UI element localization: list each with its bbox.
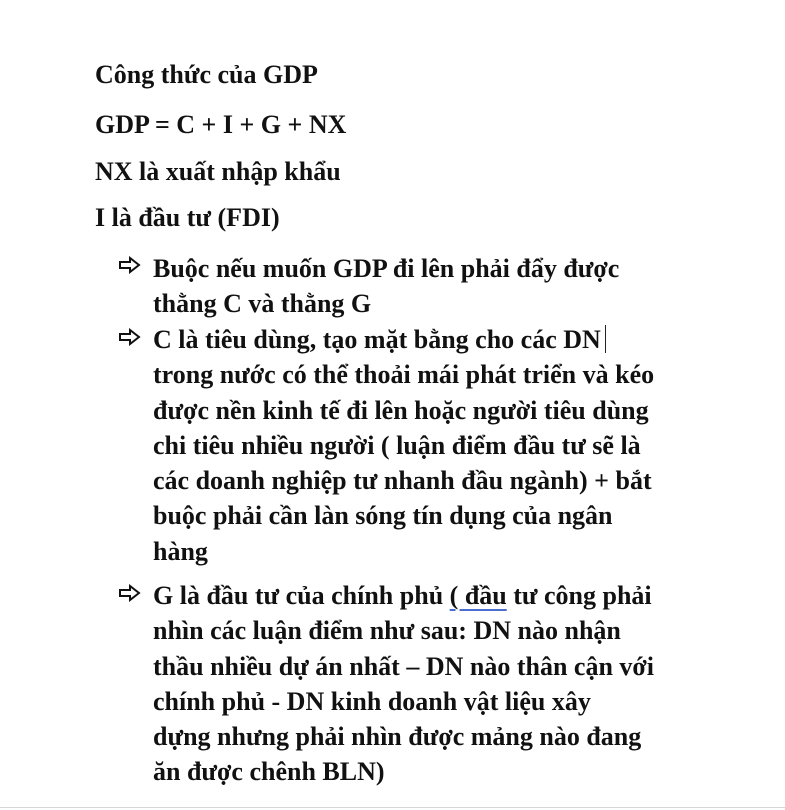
bullet-3-line: chính phủ - DN kinh doanh vật liệu xây (153, 686, 591, 716)
spellcheck-underlined-text: ( đầu (449, 581, 507, 610)
bullet-1-line: Buộc nếu muốn GDP đi lên phải đẩy được (153, 254, 620, 283)
bullet-1-text (153, 251, 753, 322)
bullet-2-line (153, 322, 753, 357)
bullet-2-line: trong nước có thể thoải mái phát triển và kéo (153, 360, 655, 390)
text-cursor (605, 325, 606, 353)
bullet-2-line: chi tiêu nhiều người ( luận điểm đầu tư sẽ là (153, 430, 641, 460)
arrow-right-outline-icon (118, 578, 146, 602)
bullet-3-line-text: G là đầu tư của chính phủ (153, 581, 450, 610)
bullet-2-line: các doanh nghiệp tư nhanh đầu ngành) + bắt (153, 466, 652, 496)
bullet-2-line: được nền kinh tế đi lên hoặc người tiêu dùng (153, 395, 649, 425)
heading-nx-definition: NX là xuất nhập khẩu (95, 157, 341, 186)
heading-i-definition: I là đầu tư (FDI) (95, 203, 280, 232)
bullet-3-text (153, 578, 753, 790)
arrow-right-outline-icon (118, 250, 146, 274)
bullet-3-line-text: tư công phải (506, 581, 652, 610)
bullet-2-text (153, 322, 753, 569)
bullet-1-line: thằng C và thằng G (153, 289, 372, 319)
bullet-3-line: dựng nhưng phải nhìn được mảng nào đang (153, 722, 642, 752)
arrow-right-outline-icon (118, 322, 146, 346)
bullet-2-line: buộc phải cần làn sóng tín dụng của ngân (153, 501, 613, 531)
bullet-3-line: nhìn các luận điểm như sau: DN nào nhận (153, 616, 621, 646)
bullet-2-line: hàng (153, 536, 208, 566)
bullet-3-line: thầu nhiều dự án nhất – DN nào thân cận với (153, 651, 655, 681)
bullet-3-line (153, 578, 753, 613)
heading-gdp-formula-title: Công thức của GDP (95, 60, 318, 89)
bullet-2-line-text: C là tiêu dùng, tạo mặt bằng cho các DN (153, 325, 601, 354)
page-bottom-divider (0, 807, 785, 808)
heading-gdp-equation: GDP = C + I + G + NX (95, 110, 347, 139)
bullet-3-line: ăn được chênh BLN) (153, 757, 385, 787)
